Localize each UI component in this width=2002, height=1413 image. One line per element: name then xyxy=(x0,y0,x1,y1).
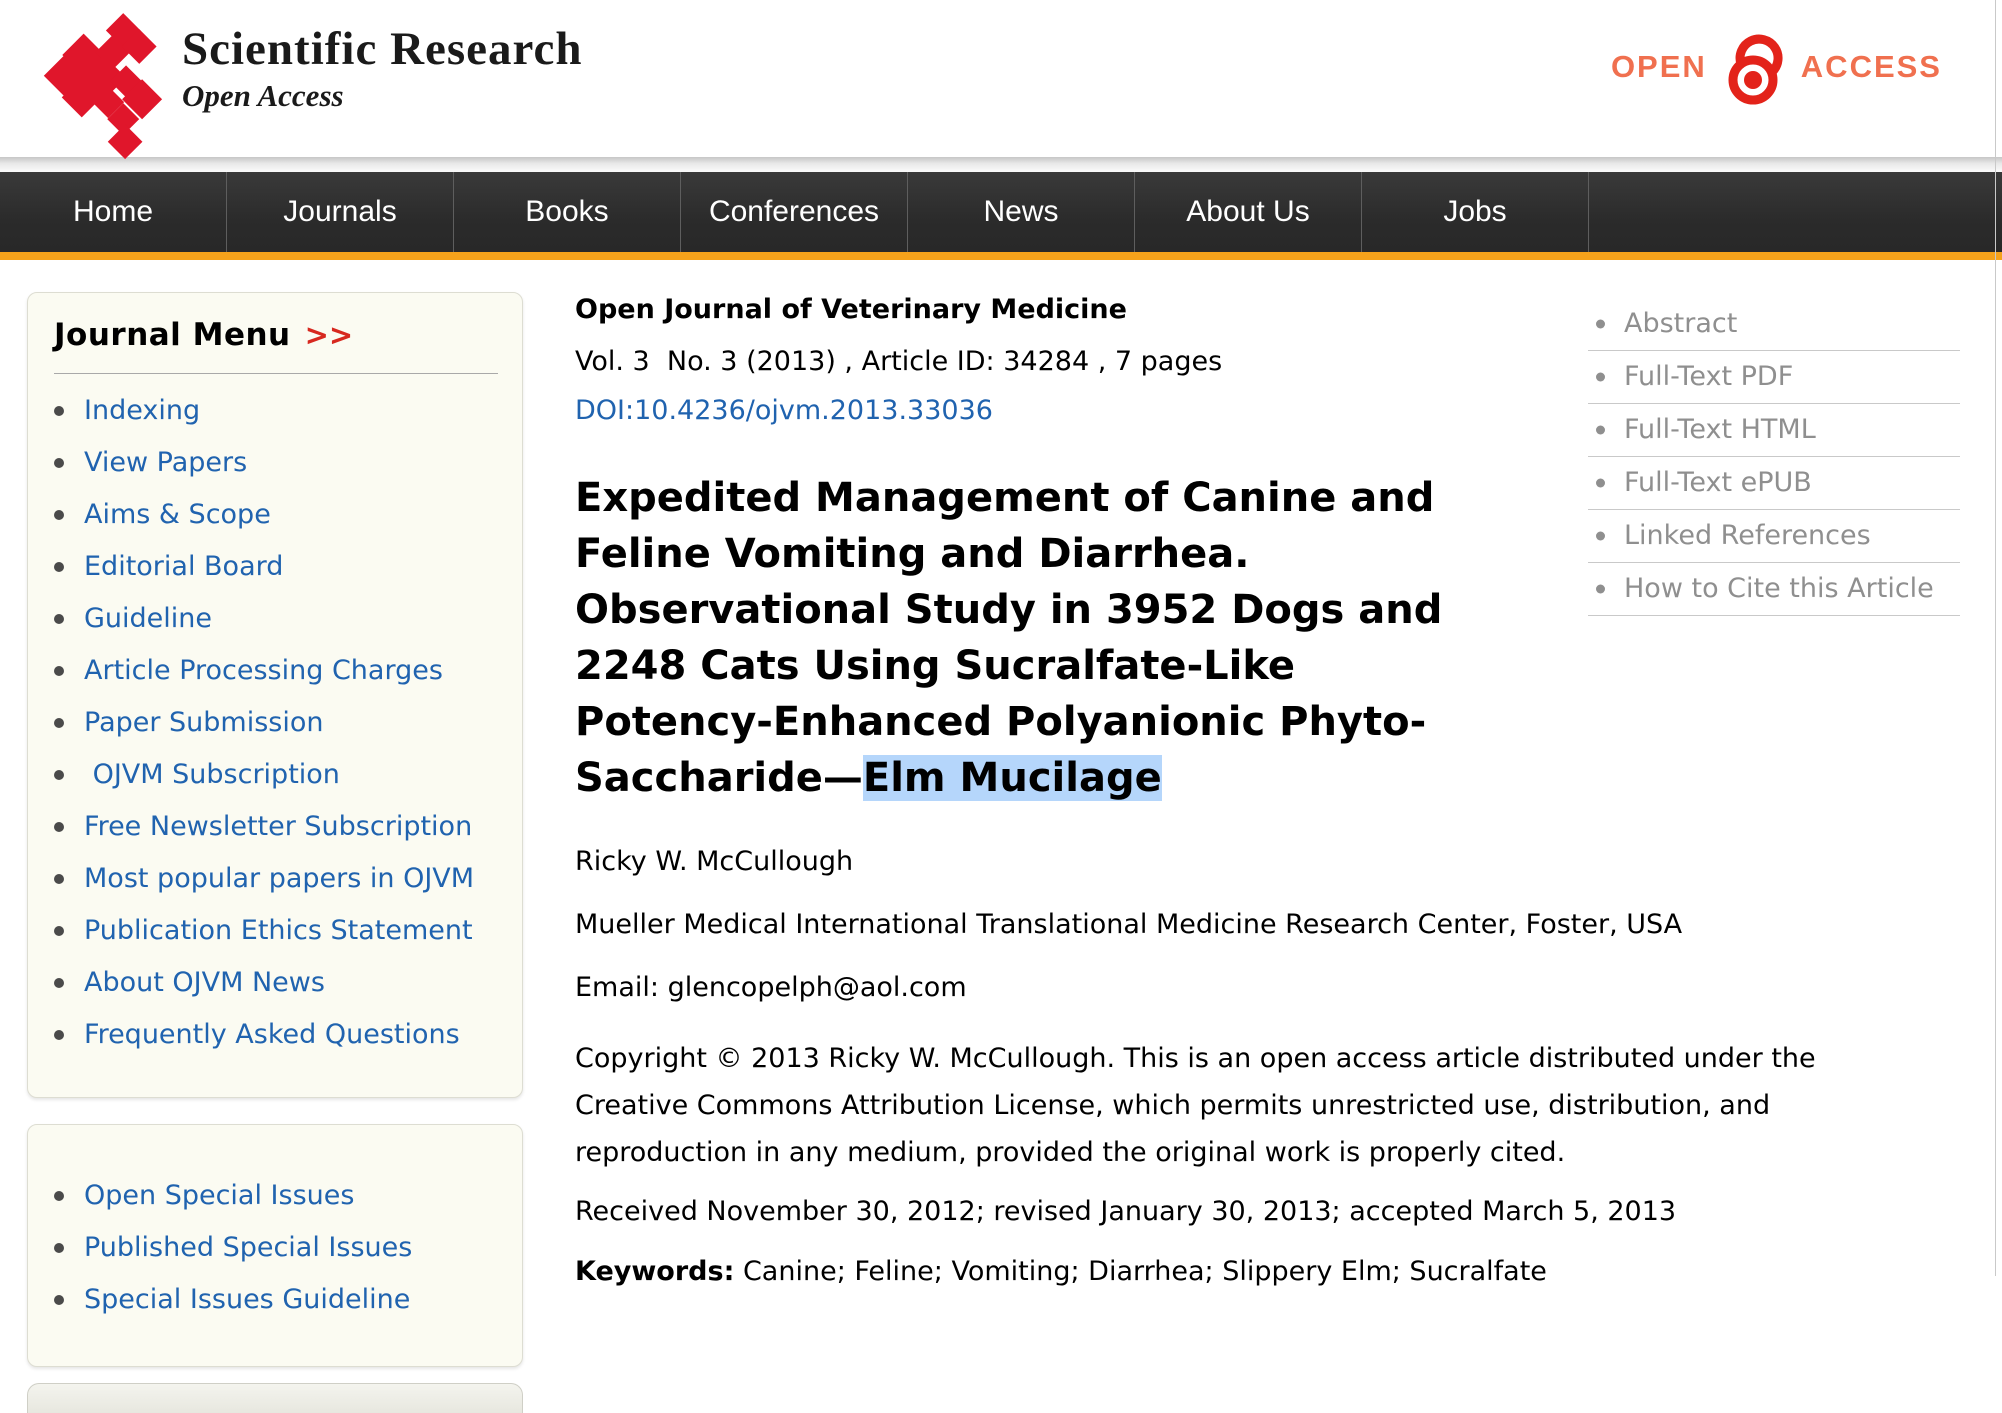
article-title xyxy=(575,470,1485,806)
special-issues-link[interactable]: Open Special Issues xyxy=(84,1180,355,1211)
page-edge-divider xyxy=(1995,0,1996,1276)
special-issues-item xyxy=(48,1284,502,1315)
journal-menu-item xyxy=(48,915,502,946)
open-access-logo xyxy=(1611,28,1942,106)
journal-menu-item xyxy=(48,551,502,582)
special-issues-item xyxy=(48,1232,502,1263)
journal-menu-expand-arrows[interactable]: >> xyxy=(304,318,354,352)
brand-subtitle: Open Access xyxy=(182,78,344,113)
divider xyxy=(54,373,498,374)
keywords-line xyxy=(575,1256,1885,1287)
special-issues-list xyxy=(48,1180,502,1315)
journal-menu-item xyxy=(48,655,502,686)
journal-menu-item xyxy=(48,1019,502,1050)
nav-empty-space xyxy=(1589,172,2002,252)
journal-menu-link[interactable]: Guideline xyxy=(84,603,213,634)
journal-menu-item xyxy=(48,603,502,634)
author-email: Email: glencopelph@aol.com xyxy=(575,972,967,1003)
journal-name: Open Journal of Veterinary Medicine xyxy=(575,294,1127,325)
journal-menu-link[interactable]: About OJVM News xyxy=(84,967,325,998)
open-access-open-label: OPEN xyxy=(1610,49,1707,84)
article-link[interactable]: Linked References xyxy=(1588,510,1960,563)
journal-menu-link[interactable]: Frequently Asked Questions xyxy=(84,1019,460,1050)
special-issues-box xyxy=(27,1124,523,1367)
keywords-text: Canine; Feline; Vomiting; Diarrhea; Slippery Elm; Sucralfate xyxy=(734,1256,1547,1287)
journal-menu-item xyxy=(48,447,502,478)
nav-item[interactable]: Books xyxy=(454,172,681,252)
brand-text xyxy=(182,24,583,114)
journal-menu-link[interactable]: OJVM Subscription xyxy=(84,759,340,790)
journal-menu-link[interactable]: Paper Submission xyxy=(84,707,324,738)
journal-menu-item xyxy=(48,499,502,530)
article-links-panel xyxy=(1588,298,1960,616)
nav-item[interactable]: Conferences xyxy=(681,172,908,252)
keywords-label: Keywords: xyxy=(575,1256,735,1287)
nav-item[interactable]: About Us xyxy=(1135,172,1362,252)
diamond-logo-icon xyxy=(28,2,160,157)
journal-menu-box xyxy=(27,292,523,1098)
article-title-highlighted-text: Elm Mucilage xyxy=(862,755,1162,801)
special-issues-item xyxy=(48,1180,502,1211)
journal-menu-link[interactable]: Publication Ethics Statement xyxy=(84,915,473,946)
brand-title: Scientific Research xyxy=(182,23,583,75)
journal-menu-link[interactable]: Article Processing Charges xyxy=(84,655,443,686)
nav-item[interactable]: Journals xyxy=(227,172,454,252)
issue-info: Vol. 3 No. 3 (2013) , Article ID: 34284 , 7 pages xyxy=(575,346,1223,377)
received-dates: Received November 30, 2012; revised January 30, 2013; accepted March 5, 2013 xyxy=(575,1196,1677,1227)
site-header xyxy=(0,0,2002,157)
journal-menu-link[interactable]: View Papers xyxy=(84,447,248,478)
journal-menu-link[interactable]: Indexing xyxy=(84,395,201,426)
article-link[interactable]: Abstract xyxy=(1588,298,1960,351)
nav-orange-underline xyxy=(0,252,2002,260)
author-name: Ricky W. McCullough xyxy=(575,846,854,877)
article-link[interactable]: Full-Text HTML xyxy=(1588,404,1960,457)
journal-menu-link[interactable]: Editorial Board xyxy=(84,551,284,582)
journal-menu-list xyxy=(48,395,502,1050)
nav-gradient-strip xyxy=(0,157,2002,172)
scirp-logo[interactable] xyxy=(28,2,583,157)
journal-menu-title: Journal Menu xyxy=(54,317,291,353)
article-link[interactable]: Full-Text PDF xyxy=(1588,351,1960,404)
copyright-notice: Copyright © 2013 Ricky W. McCullough. This is an open access article distributed under the Creative Commons Attribution License, which permits unrestricted use, distribution, and reproduction in any medium, provided the original work is properly cited. xyxy=(575,1043,1816,1168)
left-sidebar xyxy=(27,292,523,1413)
article-link[interactable]: How to Cite this Article xyxy=(1588,563,1960,616)
content-area xyxy=(0,260,2002,1413)
journal-menu-item xyxy=(48,863,502,894)
next-sidebar-box-clipped xyxy=(27,1383,523,1413)
nav-item[interactable]: News xyxy=(908,172,1135,252)
open-access-access-label: ACCESS xyxy=(1800,49,1942,84)
main-nav xyxy=(0,172,2002,252)
article-link[interactable]: Full-Text ePUB xyxy=(1588,457,1960,510)
doi-link[interactable]: DOI:10.4236/ojvm.2013.33036 xyxy=(575,395,993,426)
nav-item[interactable]: Home xyxy=(0,172,227,252)
open-lock-icon xyxy=(1717,28,1791,106)
journal-menu-link[interactable]: Free Newsletter Subscription xyxy=(84,811,473,842)
nav-item[interactable]: Jobs xyxy=(1362,172,1589,252)
journal-menu-item xyxy=(48,811,502,842)
journal-menu-item xyxy=(48,707,502,738)
article-main xyxy=(575,292,1960,1287)
journal-menu-header xyxy=(48,317,502,353)
journal-menu-item xyxy=(48,967,502,998)
journal-menu-link[interactable]: Aims & Scope xyxy=(84,499,271,530)
journal-menu-item xyxy=(48,759,502,790)
special-issues-link[interactable]: Published Special Issues xyxy=(84,1232,413,1263)
article-title-text: Expedited Management of Canine and Feline Vomiting and Diarrhea. Observational Study in 3952 Dogs and 2248 Cats Using Sucralfate-Like Potency-Enhanced Polyanionic Phyto-Saccharide— xyxy=(575,475,1443,801)
journal-menu-link[interactable]: Most popular papers in OJVM xyxy=(84,863,475,894)
author-affiliation: Mueller Medical International Translational Medicine Research Center, Foster, USA xyxy=(575,909,1683,940)
special-issues-link[interactable]: Special Issues Guideline xyxy=(84,1284,411,1315)
journal-menu-item xyxy=(48,395,502,426)
